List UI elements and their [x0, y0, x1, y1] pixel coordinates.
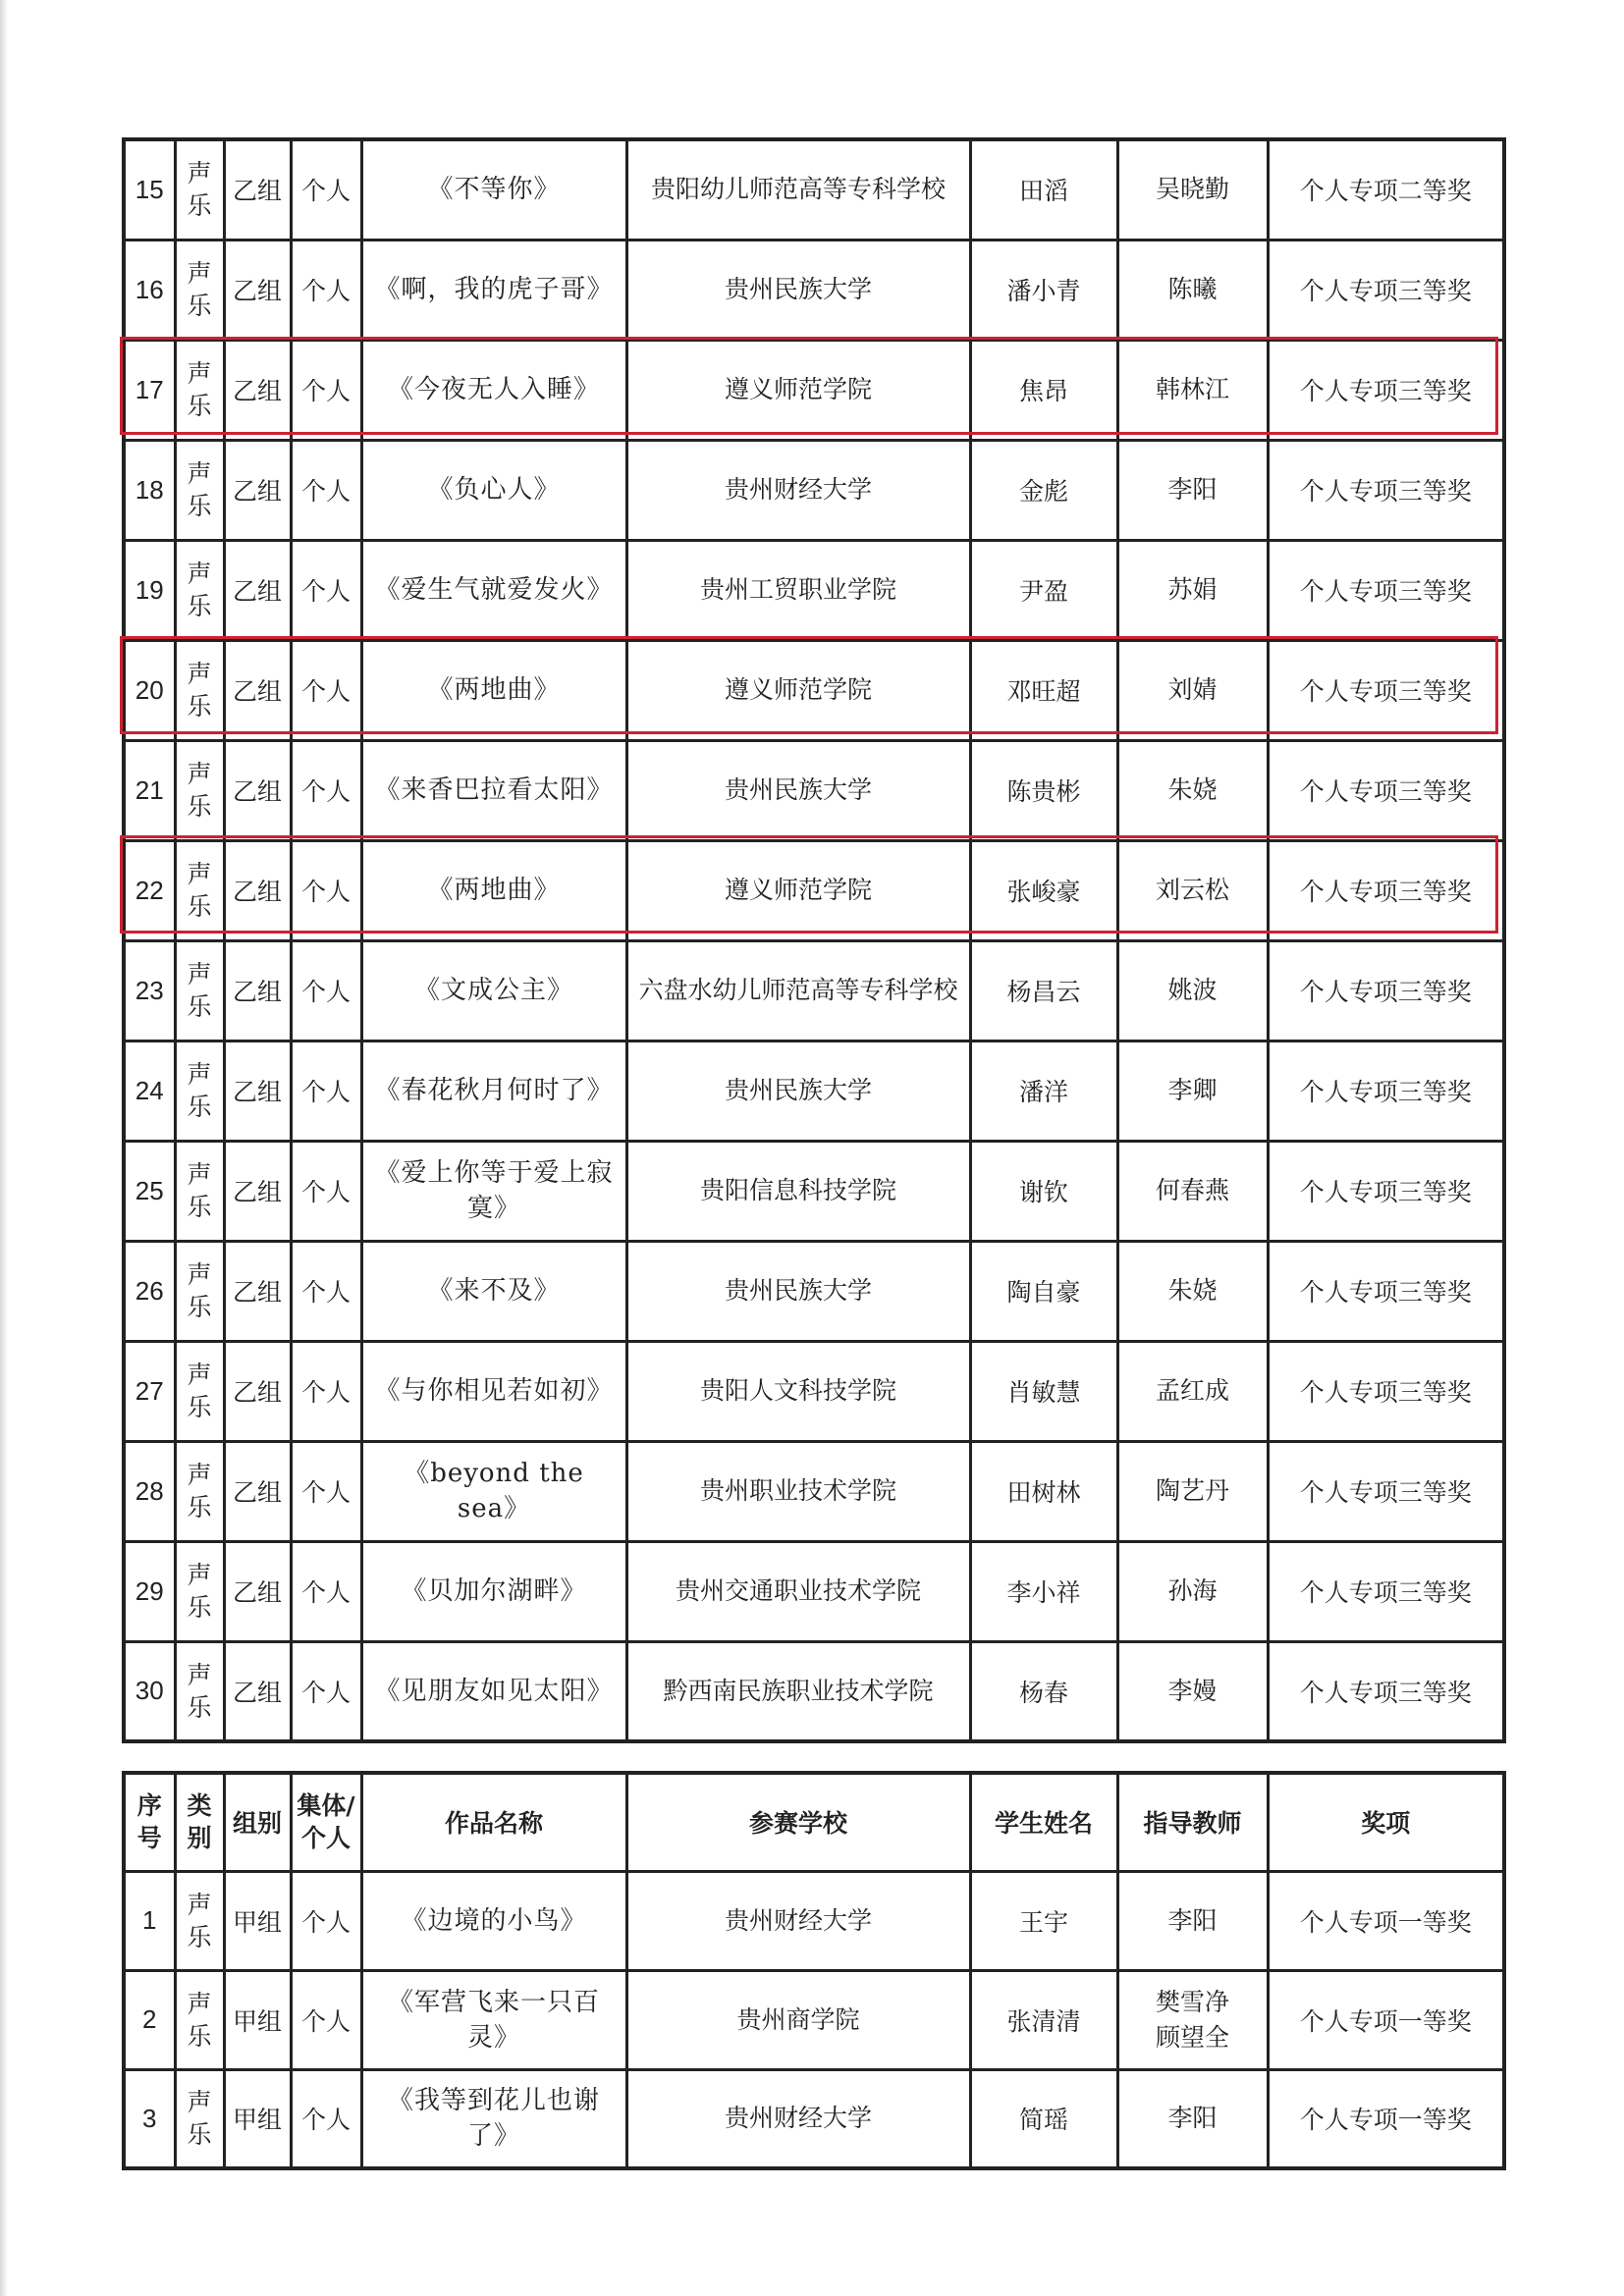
cell-student: 田滔 [970, 139, 1117, 240]
cell-title: 《军营飞来一只百灵》 [361, 1970, 626, 2069]
cell-no: 25 [124, 1141, 175, 1241]
cell-group: 乙组 [224, 240, 291, 340]
cell-no: 1 [124, 1871, 175, 1970]
cell-category: 声 乐 [175, 1970, 224, 2069]
cell-teacher: 李嫚 [1117, 1641, 1268, 1741]
cell-title: 《贝加尔湖畔》 [361, 1541, 626, 1641]
cell-teacher: 孙海 [1117, 1541, 1268, 1641]
cell-student: 张清清 [970, 1970, 1117, 2069]
cell-type: 个人 [291, 2069, 361, 2168]
cell-award: 个人专项三等奖 [1268, 440, 1504, 540]
cell-no: 2 [124, 1970, 175, 2069]
cell-category: 声 乐 [175, 1641, 224, 1741]
cell-category: 声 乐 [175, 740, 224, 840]
cell-type: 个人 [291, 1141, 361, 1241]
cell-group: 乙组 [224, 1341, 291, 1441]
awards-table-group-a [122, 1771, 1506, 2170]
cell-title: 《来香巴拉看太阳》 [361, 740, 626, 840]
cell-teacher: 姚波 [1117, 940, 1268, 1041]
table-row [124, 640, 1504, 740]
table-row [124, 1241, 1504, 1341]
table-row [124, 740, 1504, 840]
cell-group: 乙组 [224, 1441, 291, 1541]
cell-category: 声 乐 [175, 1141, 224, 1241]
cell-no: 20 [124, 640, 175, 740]
cell-type: 个人 [291, 840, 361, 940]
cell-no: 3 [124, 2069, 175, 2168]
cell-type: 个人 [291, 240, 361, 340]
table-row [124, 240, 1504, 340]
cell-school: 贵州财经大学 [626, 1871, 970, 1970]
cell-type: 个人 [291, 1970, 361, 2069]
cell-group: 甲组 [224, 2069, 291, 2168]
cell-school: 贵州民族大学 [626, 1041, 970, 1141]
cell-group: 乙组 [224, 840, 291, 940]
cell-title: 《边境的小鸟》 [361, 1871, 626, 1970]
cell-title: 《春花秋月何时了》 [361, 1041, 626, 1141]
cell-category: 声 乐 [175, 139, 224, 240]
cell-teacher: 何春燕 [1117, 1141, 1268, 1241]
cell-category: 声 乐 [175, 2069, 224, 2168]
cell-category: 声 乐 [175, 540, 224, 640]
cell-group: 甲组 [224, 1970, 291, 2069]
cell-teacher: 朱娆 [1117, 740, 1268, 840]
cell-title: 《爱生气就爱发火》 [361, 540, 626, 640]
table-row [124, 1041, 1504, 1141]
cell-student: 谢钦 [970, 1141, 1117, 1241]
header-category: 类 别 [175, 1773, 224, 1871]
cell-award: 个人专项三等奖 [1268, 1241, 1504, 1341]
cell-category: 声 乐 [175, 1041, 224, 1141]
awards-table-continued [122, 137, 1506, 1743]
cell-award: 个人专项一等奖 [1268, 1970, 1504, 2069]
cell-no: 16 [124, 240, 175, 340]
table-row [124, 840, 1504, 940]
cell-group: 乙组 [224, 740, 291, 840]
cell-type: 个人 [291, 440, 361, 540]
cell-teacher: 朱娆 [1117, 1241, 1268, 1341]
cell-title: 《与你相见若如初》 [361, 1341, 626, 1441]
cell-category: 声 乐 [175, 1441, 224, 1541]
cell-type: 个人 [291, 1541, 361, 1641]
cell-student: 陶自豪 [970, 1241, 1117, 1341]
table-header-row [124, 1773, 1504, 1871]
cell-group: 乙组 [224, 340, 291, 440]
cell-school: 遵义师范学院 [626, 840, 970, 940]
table-row [124, 540, 1504, 640]
header-award: 奖项 [1268, 1773, 1504, 1871]
cell-category: 声 乐 [175, 1241, 224, 1341]
cell-group: 乙组 [224, 1141, 291, 1241]
cell-school: 贵阳信息科技学院 [626, 1141, 970, 1241]
table-row [124, 1871, 1504, 1970]
cell-teacher: 李卿 [1117, 1041, 1268, 1141]
cell-no: 21 [124, 740, 175, 840]
table-row [124, 1341, 1504, 1441]
cell-group: 乙组 [224, 139, 291, 240]
cell-award: 个人专项三等奖 [1268, 1541, 1504, 1641]
cell-award: 个人专项三等奖 [1268, 640, 1504, 740]
table-row [124, 1441, 1504, 1541]
cell-student: 简瑶 [970, 2069, 1117, 2168]
cell-school: 贵州职业技术学院 [626, 1441, 970, 1541]
cell-award: 个人专项三等奖 [1268, 940, 1504, 1041]
cell-title: 《爱上你等于爱上寂寞》 [361, 1141, 626, 1241]
cell-category: 声 乐 [175, 640, 224, 740]
header-school: 参赛学校 [626, 1773, 970, 1871]
cell-group: 甲组 [224, 1871, 291, 1970]
cell-school: 遵义师范学院 [626, 640, 970, 740]
cell-group: 乙组 [224, 1241, 291, 1341]
cell-student: 王宇 [970, 1871, 1117, 1970]
table-row [124, 1541, 1504, 1641]
cell-award: 个人专项三等奖 [1268, 1641, 1504, 1741]
cell-type: 个人 [291, 1041, 361, 1141]
cell-school: 贵州财经大学 [626, 2069, 970, 2168]
cell-category: 声 乐 [175, 1541, 224, 1641]
cell-student: 李小祥 [970, 1541, 1117, 1641]
table-row [124, 2069, 1504, 2168]
cell-type: 个人 [291, 1441, 361, 1541]
table-row [124, 1141, 1504, 1241]
cell-teacher: 刘云松 [1117, 840, 1268, 940]
cell-title: 《负心人》 [361, 440, 626, 540]
cell-student: 田树林 [970, 1441, 1117, 1541]
cell-teacher: 孟红成 [1117, 1341, 1268, 1441]
table-row [124, 340, 1504, 440]
cell-student: 杨春 [970, 1641, 1117, 1741]
cell-type: 个人 [291, 1341, 361, 1441]
cell-category: 声 乐 [175, 440, 224, 540]
cell-teacher: 陶艺丹 [1117, 1441, 1268, 1541]
cell-school: 贵州民族大学 [626, 240, 970, 340]
cell-no: 24 [124, 1041, 175, 1141]
cell-award: 个人专项三等奖 [1268, 1341, 1504, 1441]
cell-no: 15 [124, 139, 175, 240]
cell-type: 个人 [291, 139, 361, 240]
cell-title: 《文成公主》 [361, 940, 626, 1041]
cell-no: 29 [124, 1541, 175, 1641]
cell-title: 《来不及》 [361, 1241, 626, 1341]
cell-group: 乙组 [224, 440, 291, 540]
cell-school: 贵州商学院 [626, 1970, 970, 2069]
cell-category: 声 乐 [175, 340, 224, 440]
cell-award: 个人专项一等奖 [1268, 2069, 1504, 2168]
cell-type: 个人 [291, 740, 361, 840]
scan-edge-shadow [0, 0, 8, 2296]
cell-type: 个人 [291, 640, 361, 740]
cell-school: 贵阳幼儿师范高等专科学校 [626, 139, 970, 240]
cell-group: 乙组 [224, 640, 291, 740]
cell-type: 个人 [291, 1641, 361, 1741]
cell-type: 个人 [291, 1871, 361, 1970]
table-row [124, 1641, 1504, 1741]
cell-teacher: 李阳 [1117, 2069, 1268, 2168]
cell-school: 贵州工贸职业学院 [626, 540, 970, 640]
header-group: 组别 [224, 1773, 291, 1871]
cell-no: 19 [124, 540, 175, 640]
cell-no: 30 [124, 1641, 175, 1741]
header-no: 序 号 [124, 1773, 175, 1871]
cell-award: 个人专项三等奖 [1268, 540, 1504, 640]
cell-teacher: 李阳 [1117, 1871, 1268, 1970]
cell-award: 个人专项三等奖 [1268, 840, 1504, 940]
cell-teacher: 苏娟 [1117, 540, 1268, 640]
cell-award: 个人专项一等奖 [1268, 1871, 1504, 1970]
cell-group: 乙组 [224, 1541, 291, 1641]
cell-student: 潘洋 [970, 1041, 1117, 1141]
cell-type: 个人 [291, 340, 361, 440]
cell-teacher: 韩林江 [1117, 340, 1268, 440]
cell-award: 个人专项三等奖 [1268, 1441, 1504, 1541]
cell-no: 22 [124, 840, 175, 940]
cell-school: 六盘水幼儿师范高等专科学校 [626, 940, 970, 1041]
cell-no: 18 [124, 440, 175, 540]
cell-award: 个人专项三等奖 [1268, 340, 1504, 440]
cell-student: 肖敏慧 [970, 1341, 1117, 1441]
cell-group: 乙组 [224, 1641, 291, 1741]
cell-student: 邓旺超 [970, 640, 1117, 740]
cell-school: 贵州财经大学 [626, 440, 970, 540]
cell-teacher: 李阳 [1117, 440, 1268, 540]
table-row [124, 440, 1504, 540]
header-student: 学生姓名 [970, 1773, 1117, 1871]
cell-teacher: 樊雪净 顾望全 [1117, 1970, 1268, 2069]
table-row [124, 139, 1504, 240]
header-type: 集体/ 个人 [291, 1773, 361, 1871]
cell-type: 个人 [291, 1241, 361, 1341]
cell-school: 遵义师范学院 [626, 340, 970, 440]
cell-group: 乙组 [224, 540, 291, 640]
cell-no: 28 [124, 1441, 175, 1541]
cell-no: 27 [124, 1341, 175, 1441]
cell-teacher: 吴晓勤 [1117, 139, 1268, 240]
cell-school: 贵州交通职业技术学院 [626, 1541, 970, 1641]
cell-title: 《不等你》 [361, 139, 626, 240]
cell-title: 《beyond the sea》 [361, 1441, 626, 1541]
cell-category: 声 乐 [175, 240, 224, 340]
header-title: 作品名称 [361, 1773, 626, 1871]
cell-no: 17 [124, 340, 175, 440]
cell-title: 《两地曲》 [361, 840, 626, 940]
cell-group: 乙组 [224, 1041, 291, 1141]
cell-title: 《今夜无人入睡》 [361, 340, 626, 440]
cell-title: 《两地曲》 [361, 640, 626, 740]
cell-teacher: 陈曦 [1117, 240, 1268, 340]
cell-student: 金彪 [970, 440, 1117, 540]
cell-award: 个人专项三等奖 [1268, 1041, 1504, 1141]
cell-type: 个人 [291, 940, 361, 1041]
table-row [124, 1970, 1504, 2069]
cell-school: 黔西南民族职业技术学院 [626, 1641, 970, 1741]
cell-category: 声 乐 [175, 1341, 224, 1441]
cell-award: 个人专项三等奖 [1268, 240, 1504, 340]
cell-student: 张峻豪 [970, 840, 1117, 940]
cell-category: 声 乐 [175, 840, 224, 940]
cell-award: 个人专项三等奖 [1268, 1141, 1504, 1241]
cell-student: 陈贵彬 [970, 740, 1117, 840]
cell-student: 杨昌云 [970, 940, 1117, 1041]
cell-award: 个人专项二等奖 [1268, 139, 1504, 240]
cell-no: 26 [124, 1241, 175, 1341]
cell-title: 《啊，我的虎子哥》 [361, 240, 626, 340]
cell-student: 潘小青 [970, 240, 1117, 340]
cell-school: 贵阳人文科技学院 [626, 1341, 970, 1441]
cell-teacher: 刘婧 [1117, 640, 1268, 740]
cell-type: 个人 [291, 540, 361, 640]
cell-category: 声 乐 [175, 1871, 224, 1970]
header-teacher: 指导教师 [1117, 1773, 1268, 1871]
cell-school: 贵州民族大学 [626, 1241, 970, 1341]
cell-group: 乙组 [224, 940, 291, 1041]
table-row [124, 940, 1504, 1041]
cell-student: 焦昂 [970, 340, 1117, 440]
cell-school: 贵州民族大学 [626, 740, 970, 840]
cell-category: 声 乐 [175, 940, 224, 1041]
cell-no: 23 [124, 940, 175, 1041]
cell-title: 《见朋友如见太阳》 [361, 1641, 626, 1741]
cell-student: 尹盈 [970, 540, 1117, 640]
cell-title: 《我等到花儿也谢了》 [361, 2069, 626, 2168]
cell-award: 个人专项三等奖 [1268, 740, 1504, 840]
